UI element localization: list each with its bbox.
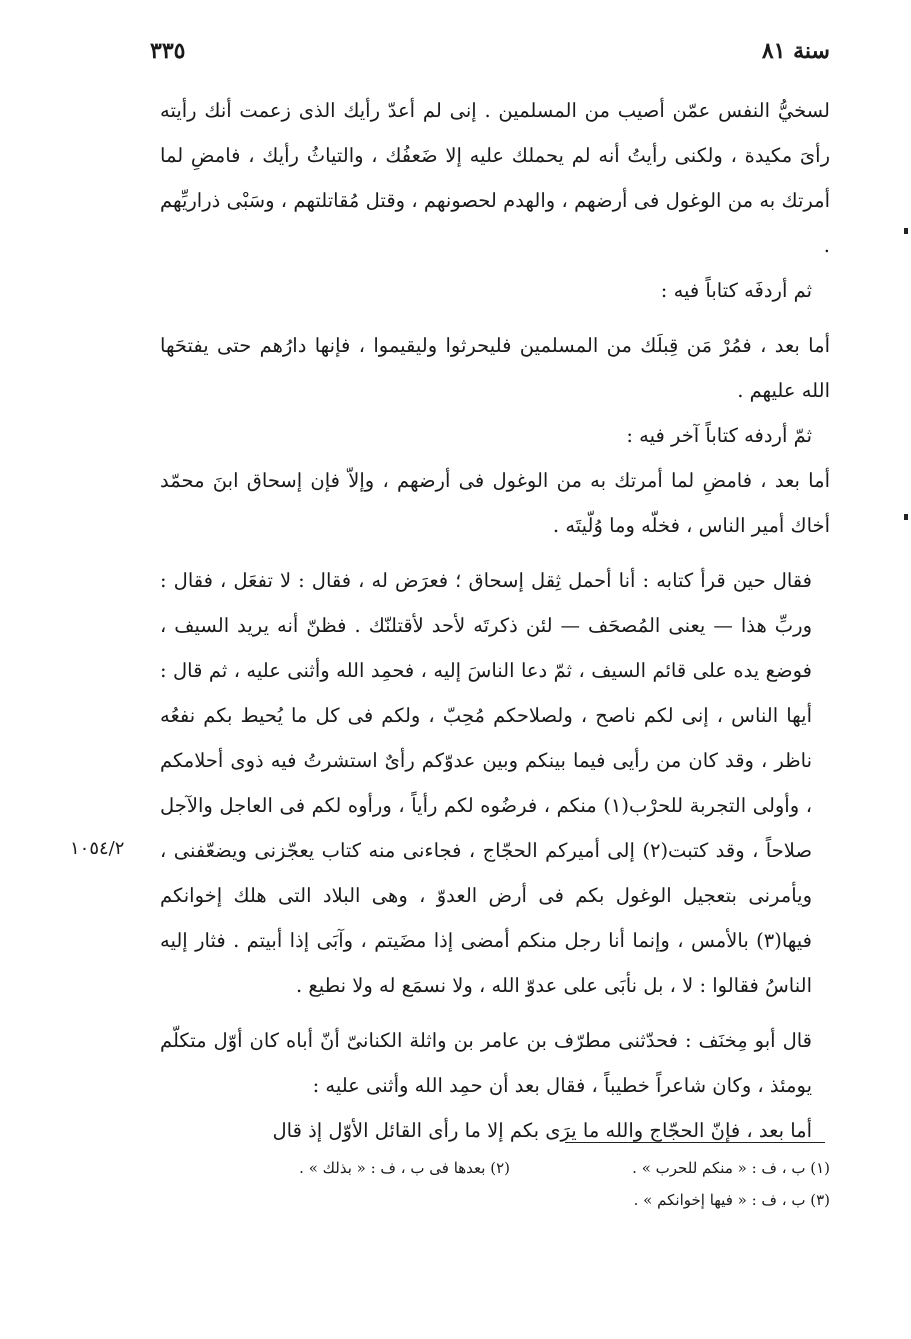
footnote-row bbox=[150, 1152, 830, 1184]
footnotes bbox=[150, 1152, 830, 1216]
footnote-rule bbox=[565, 1142, 825, 1143]
footnote-row bbox=[150, 1184, 830, 1216]
scan-mark bbox=[904, 228, 908, 234]
scan-mark bbox=[904, 514, 908, 520]
footnote-3: (٣) ب ، ف : « فيها إخوانكم » . bbox=[633, 1191, 830, 1209]
paragraph-abu-mikhnaf: قال أبو مِخنَف : فحدّثنى مطرّف بن عامر بن واثلة الكنانىّ أنّ أباه كان أوّل متكلّم يومئذ ، وكان شاعراً خطيباً ، فقال بعد أن حمِد الله وأثنى عليه : bbox=[160, 1029, 812, 1097]
paragraph-third-letter: أما بعد ، فامضِ لما أمرتك به من الوغول فى أرضهم ، وإلاّ فإن إسحاق ابنَ محمّد أخاك أمير الناس ، فخلّه وما وُلّيتَه . bbox=[160, 469, 830, 537]
main-text bbox=[160, 88, 830, 1153]
paragraph-gap bbox=[160, 548, 830, 558]
page-header bbox=[150, 38, 830, 72]
footnote-1: (١) ب ، ف : « منكم للحرب » . bbox=[632, 1159, 830, 1177]
paragraph-second-letter: أما بعد ، فمُرْ مَن قِبلَك من المسلمين فليحرثوا وليقيموا ، فإنها دارُهم حتى يفتحَها الله عليهم . bbox=[160, 334, 830, 402]
running-head-year: سنة ٨١ bbox=[761, 38, 830, 64]
paragraph-letter-reply: لسخيُّ النفس عمّن أصيب من المسلمين . إنى لم أعدّ رأيك الذى زعمت أنك رأيته رأىَ مكيدة ، ولكنى رأيتُ أنه لم يحملك عليه إلا ضَعفُك ، والتياثُ رأيك ، فامضِ لما أمرتك به من الوغول فى أرضهم ، والهدم لحصونهم ، وقتل مُقاتلتهم ، وسَبْى ذراريِّهم . bbox=[160, 99, 830, 257]
paragraph-third-letter-intro: ثمّ أردفه كتاباً آخر فيه : bbox=[626, 424, 812, 447]
paragraph-speech: فقال حين قرأ كتابه : أنا أحمل ثِقل إسحاق ؛ فعرَض له ، فقال : لا تفعَل ، فقال : وربِّ هذا — يعنى المُصحَف — لئن ذكرتَه لأحد لأقتلنّك . فظنّ أنه يريد السيف ، فوضع يده على قائم السيف ، ثمّ دعا الناسَ إليه ، فحمِد الله وأثنى عليه ، ثم قال : أيها الناس ، إنى لكم ناصح ، ولصلاحكم مُحِبّ ، ولكم فى كل ما يُحيط بكم نفعُه ناظر ، وقد كان من رأيى فيما بينكم وبين عدوّكم رأىٌ استشرتُ فيه ذوى أحلامكم ، وأولى التجربة للحرْب(١) منكم ، فرضُوه لكم رأياً ، ورأوه لكم فى العاجل والآجل صلاحاً ، وقد كتبت(٢) إلى أميركم الحجّاج ، فجاءنى منه كتاب يعجّزنى ويضعّفنى ، ويأمرنى بتعجيل الوغول بكم فى أرض العدوّ ، وهى البلاد التى هلك إخوانكم فيها(٣) بالأمس ، وإنما أنا رجل منكم أمضى إذا مضَيتم ، وآبَى إذا أبيتم . فثار إليه الناسُ فقالوا : لا ، بل نأبَى على عدوّ الله ، ولا نسمَع له ولا نطيع . bbox=[160, 569, 813, 997]
page-number: ٣٣٥ bbox=[150, 38, 186, 64]
paragraph-gap bbox=[160, 1008, 830, 1018]
paragraph-gap bbox=[160, 313, 830, 323]
margin-reference: ١٠٥٤/٢ bbox=[70, 838, 125, 859]
footnote-2: (٢) بعدها فى ب ، ف : « بذلك » . bbox=[299, 1159, 510, 1177]
paragraph-final-line: أما بعد ، فإنّ الحجّاج والله ما يرَى بكم إلا ما رأى القائل الأوّل إذ قال bbox=[272, 1119, 812, 1142]
paragraph-second-letter-intro: ثم أردفَه كتاباً فيه : bbox=[660, 279, 812, 302]
